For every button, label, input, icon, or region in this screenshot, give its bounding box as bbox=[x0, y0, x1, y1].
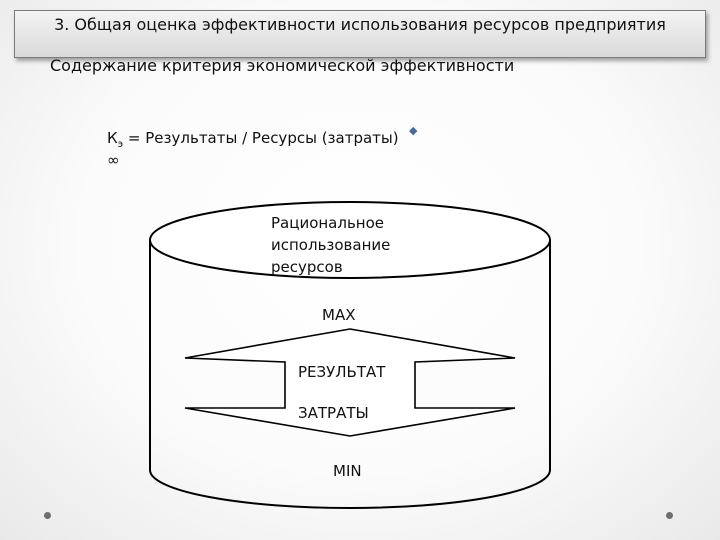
slide-title: 3. Общая оценка эффективности использования ресурсов предприятия bbox=[14, 10, 706, 58]
formula-expression: = Результаты / Ресурсы (затраты) bbox=[123, 129, 399, 147]
min-label: MIN bbox=[333, 462, 362, 480]
max-label: MAX bbox=[322, 306, 356, 324]
cursor-icon: ◆ bbox=[409, 124, 418, 137]
slide-subtitle: Содержание критерия экономической эффективности bbox=[50, 56, 515, 75]
formula-k-symbol: К bbox=[107, 129, 118, 147]
costs-label: ЗАТРАТЫ bbox=[298, 404, 369, 422]
corner-dot-right bbox=[666, 512, 673, 519]
corner-dot-left bbox=[44, 512, 51, 519]
infinity-symbol: ∞ bbox=[107, 151, 120, 169]
formula-k-subscript: э bbox=[117, 139, 124, 150]
cylinder-top-text bbox=[271, 212, 390, 278]
cylinder-top-line-3: ресурсов bbox=[271, 258, 343, 276]
result-label: РЕЗУЛЬТАТ bbox=[298, 363, 386, 381]
cylinder-top-line-2: использование bbox=[271, 236, 391, 254]
cylinder-top-line-1: Рациональное bbox=[271, 214, 385, 232]
